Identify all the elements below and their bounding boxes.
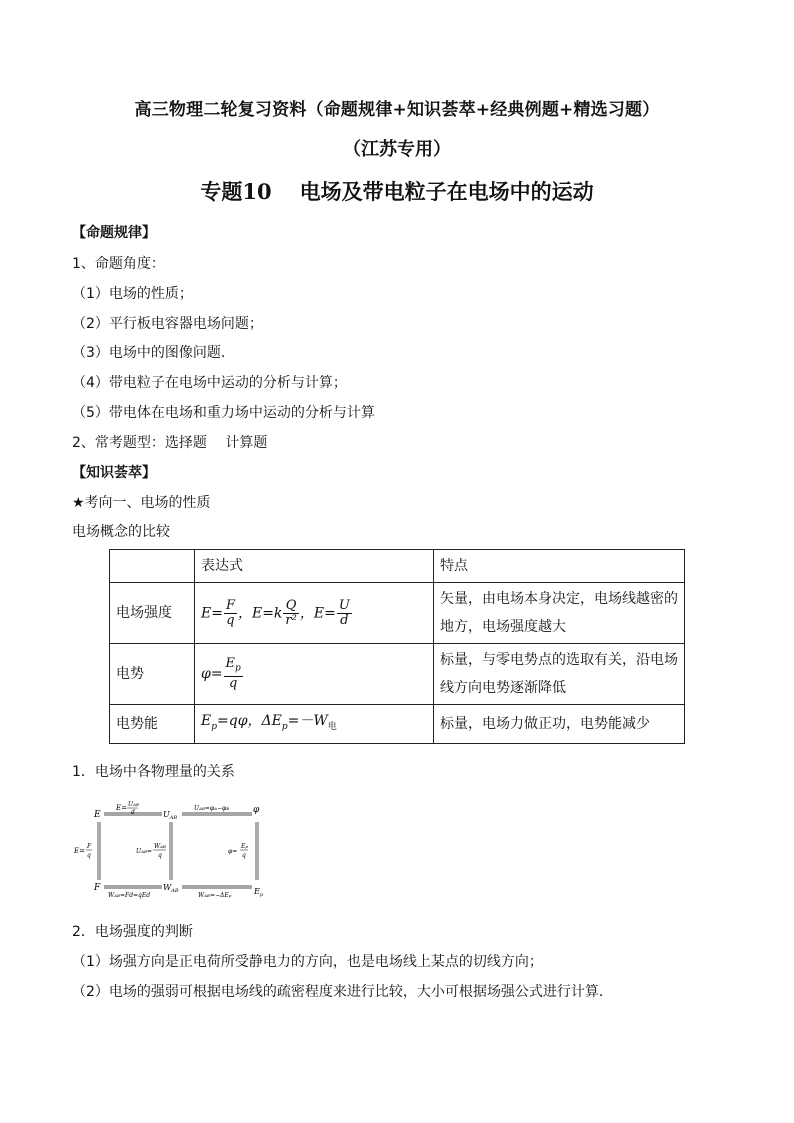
rules-item: （4）带电粒子在电场中运动的分析与计算； bbox=[72, 375, 347, 391]
knowledge-heading: 【知识荟萃】 bbox=[72, 465, 156, 481]
node-ep: $E_p$ bbox=[254, 887, 264, 898]
formula-phi-epq: φ= bbox=[228, 848, 238, 855]
table-header-cell: 特点 bbox=[434, 550, 685, 583]
table-row bbox=[110, 705, 685, 744]
strength-item: （1）场强方向是正电荷所受静电力的方向，也是电场线上某点的切线方向； bbox=[72, 954, 543, 970]
table-header-cell: 表达式 bbox=[195, 550, 434, 583]
document-title: 高三物理二轮复习资料（命题规律+知识荟萃+经典例题+精选习题） bbox=[134, 100, 660, 120]
node-e: E bbox=[94, 810, 101, 820]
table-header-row bbox=[110, 550, 685, 583]
table-row-note: 矢量，由电场本身决定，电场线越密的地方，电场强度越大 bbox=[434, 583, 685, 644]
topic-title: 电场及带电粒子在电场中的运动 bbox=[299, 179, 594, 204]
formula-e-ud: E= bbox=[116, 804, 127, 812]
potential-energy-formula: $E_p=q\varphi$，$\Delta E_p=-W_电$ bbox=[195, 705, 434, 744]
strength-title: 2．电场强度的判断 bbox=[72, 924, 193, 940]
svg-text:q: q bbox=[242, 852, 246, 859]
table-row-name: 电势能 bbox=[110, 705, 195, 744]
table-row bbox=[110, 644, 685, 705]
table-row bbox=[110, 583, 685, 644]
rules-heading: 【命题规律】 bbox=[72, 225, 156, 241]
node-f: F bbox=[94, 883, 101, 893]
rules-item: （2）平行板电容器电场问题； bbox=[72, 316, 263, 332]
table-caption: 电场概念的比较 bbox=[72, 524, 170, 540]
relation-title: 1．电场中各物理量的关系 bbox=[72, 764, 235, 780]
topic-heading bbox=[0, 176, 794, 206]
node-uab: $U_{AB}$ bbox=[163, 810, 178, 821]
quantity-relation-diagram bbox=[70, 790, 280, 906]
svg-text:q: q bbox=[158, 852, 162, 859]
rules-item: （3）电场中的图像问题. bbox=[72, 345, 226, 361]
document-subtitle: （江苏专用） bbox=[343, 139, 451, 160]
potential-formula: φ= $\frac{E_p}{q}$ bbox=[195, 644, 434, 705]
svg-text:F: F bbox=[87, 843, 92, 850]
svg-text:WAB: WAB bbox=[154, 843, 166, 850]
table-header-cell bbox=[110, 550, 195, 583]
knowledge-section: ★考向一、电场的性质 bbox=[72, 495, 211, 511]
svg-text:d: d bbox=[131, 809, 135, 816]
comparison-table bbox=[109, 549, 685, 744]
rules-item: （1）电场的性质； bbox=[72, 286, 193, 302]
svg-text:Ep: Ep bbox=[241, 843, 248, 850]
svg-text:q: q bbox=[87, 852, 91, 859]
table-row-name: 电场强度 bbox=[110, 583, 195, 644]
table-row-note: 标量，电场力做正功，电势能减少 bbox=[434, 705, 685, 744]
formula-uab-phi: UAB=φA−φB bbox=[194, 805, 230, 812]
strength-item: （2）电场的强弱可根据电场线的疏密程度来进行比较，大小可根据场强公式进行计算． bbox=[72, 984, 613, 1000]
rules-angle-label: 1、命题角度： bbox=[72, 256, 165, 272]
node-phi: φ bbox=[253, 805, 260, 815]
rules-types: 2、常考题型：选择题 计算题 bbox=[72, 435, 268, 451]
table-row-name: 电势 bbox=[110, 644, 195, 705]
formula-wab-dep: WAB=−ΔEp bbox=[198, 892, 232, 899]
formula-wab-fd: WAB=Fd=qEd bbox=[108, 892, 151, 899]
field-strength-formula: E= $\frac{F}{q}$ ，E=k $\frac{Q}{\text{r²}}$ ，E= $\frac{U}{d}$ bbox=[195, 583, 434, 644]
table-row-note: 标量，与零电势点的选取有关，沿电场线方向电势逐渐降低 bbox=[434, 644, 685, 705]
formula-e-fq: E= bbox=[74, 847, 85, 855]
formula-uab-wq: UAB= bbox=[136, 848, 152, 855]
svg-text:UAB: UAB bbox=[128, 801, 139, 808]
node-wab: $W_{AB}$ bbox=[163, 883, 179, 894]
rules-item: （5）带电体在电场和重力场中运动的分析与计算 bbox=[72, 405, 375, 421]
topic-number: 专题10 bbox=[200, 179, 272, 204]
